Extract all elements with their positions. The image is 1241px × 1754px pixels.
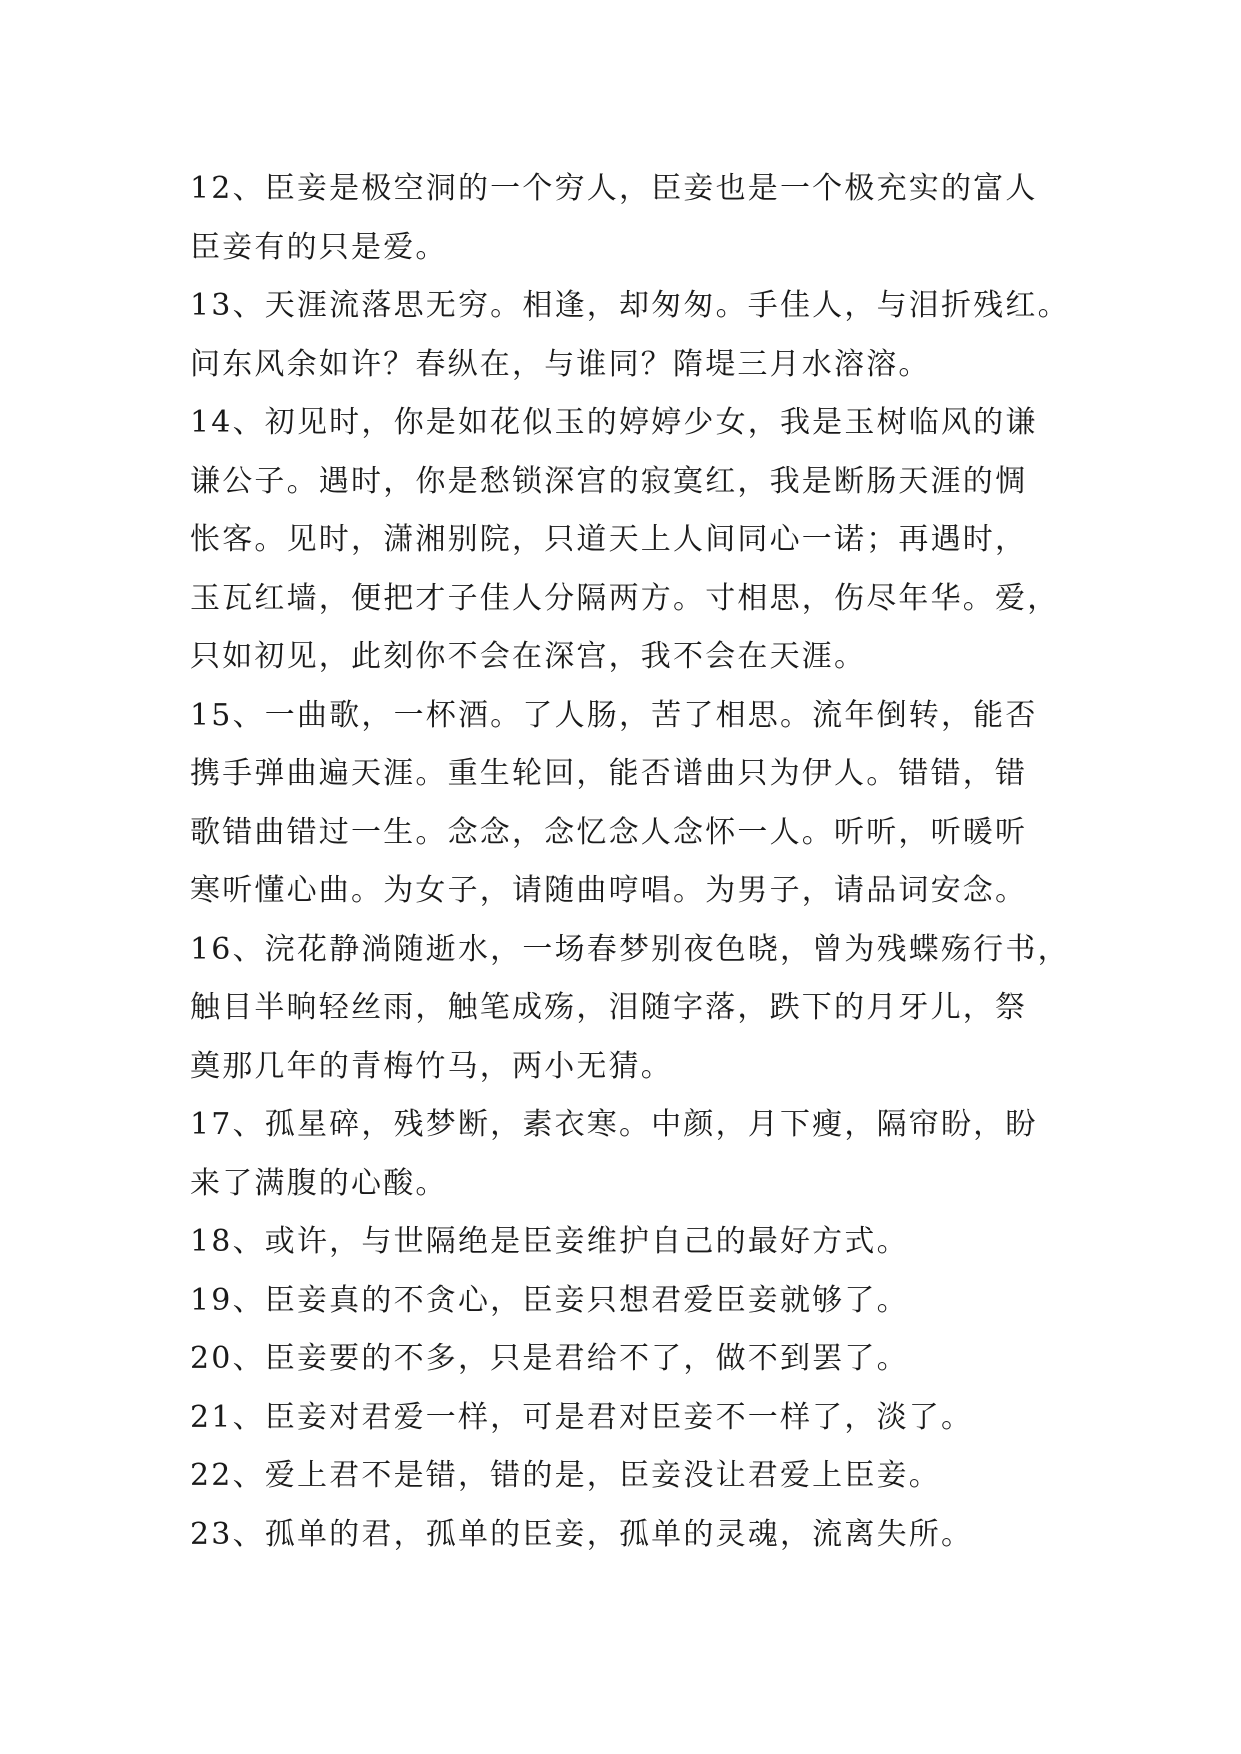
text-line: 13、天涯流落思无穷。相逢，却匆匆。手佳人，与泪折残红。	[190, 288, 1070, 323]
text-line: 谦公子。遇时，你是愁锁深宫的寂寞红，我是断肠天涯的惆	[190, 463, 1028, 499]
text-line: 携手弹曲遍天涯。重生轮回，能否谱曲只为伊人。错错，错	[190, 756, 1028, 791]
text-line: 问东风余如许？春纵在，与谁同？隋堤三月水溶溶。	[190, 346, 931, 382]
entry-16	[190, 921, 1090, 1097]
text-line: 15、一曲歌，一杯酒。了人肠，苦了相思。流年倒转，能否	[190, 697, 1038, 733]
text-line: 23、孤单的君，孤单的臣妾，孤单的灵魂，流离失所。	[190, 1516, 974, 1552]
entry-19	[190, 1272, 1090, 1331]
entry-17	[190, 1096, 1090, 1213]
text-line: 怅客。见时，潇湘别院，只道天上人间同心一诺；再遇时，	[190, 522, 1028, 557]
entry-23	[190, 1506, 1090, 1565]
entry-14	[190, 394, 1090, 687]
text-line: 19、臣妾真的不贪心，臣妾只想君爱臣妾就够了。	[190, 1282, 909, 1318]
text-line: 17、孤星碎，残梦断，素衣寒。中颜，月下瘦，隔帘盼，盼	[190, 1107, 1038, 1142]
text-line: 只如初见，此刻你不会在深宫，我不会在天涯。	[190, 639, 867, 674]
entry-18	[190, 1213, 1090, 1272]
text-line: 玉瓦红墙，便把才子佳人分隔两方。寸相思，伤尽年华。爱，	[190, 580, 1060, 616]
entry-22	[190, 1447, 1090, 1506]
entry-15	[190, 687, 1090, 921]
text-line: 来了满腹的心酸。	[190, 1165, 448, 1201]
entry-13	[190, 277, 1090, 394]
entry-12	[190, 160, 1090, 277]
text-line: 16、浣花静淌随逝水，一场春梦别夜色晓，曾为残蝶殇行书，	[190, 931, 1070, 967]
text-line: 22、爱上君不是错，错的是，臣妾没让君爱上臣妾。	[190, 1458, 941, 1493]
text-line: 臣妾有的只是爱。	[190, 229, 448, 265]
text-line: 14、初见时，你是如花似玉的婷婷少女，我是玉树临风的谦	[190, 405, 1038, 440]
text-line: 触目半晌轻丝雨，触笔成殇，泪随字落，跌下的月牙儿，祭	[190, 990, 1028, 1025]
text-line: 20、臣妾要的不多，只是君给不了，做不到罢了。	[190, 1341, 909, 1376]
entry-20	[190, 1330, 1090, 1389]
text-line: 奠那几年的青梅竹马，两小无猜。	[190, 1048, 673, 1084]
document-body	[190, 160, 1090, 1564]
entry-21	[190, 1389, 1090, 1448]
text-line: 歌错曲错过一生。念念，念忆念人念怀一人。听听，听暖听	[190, 814, 1028, 850]
text-line: 18、或许，与世隔绝是臣妾维护自己的最好方式。	[190, 1224, 909, 1259]
text-line: 寒听懂心曲。为女子，请随曲哼唱。为男子，请品词安念。	[190, 873, 1028, 908]
text-line: 21、臣妾对君爱一样，可是君对臣妾不一样了，淡了。	[190, 1399, 974, 1435]
text-line: 12、臣妾是极空洞的一个穷人，臣妾也是一个极充实的富人	[190, 171, 1038, 206]
